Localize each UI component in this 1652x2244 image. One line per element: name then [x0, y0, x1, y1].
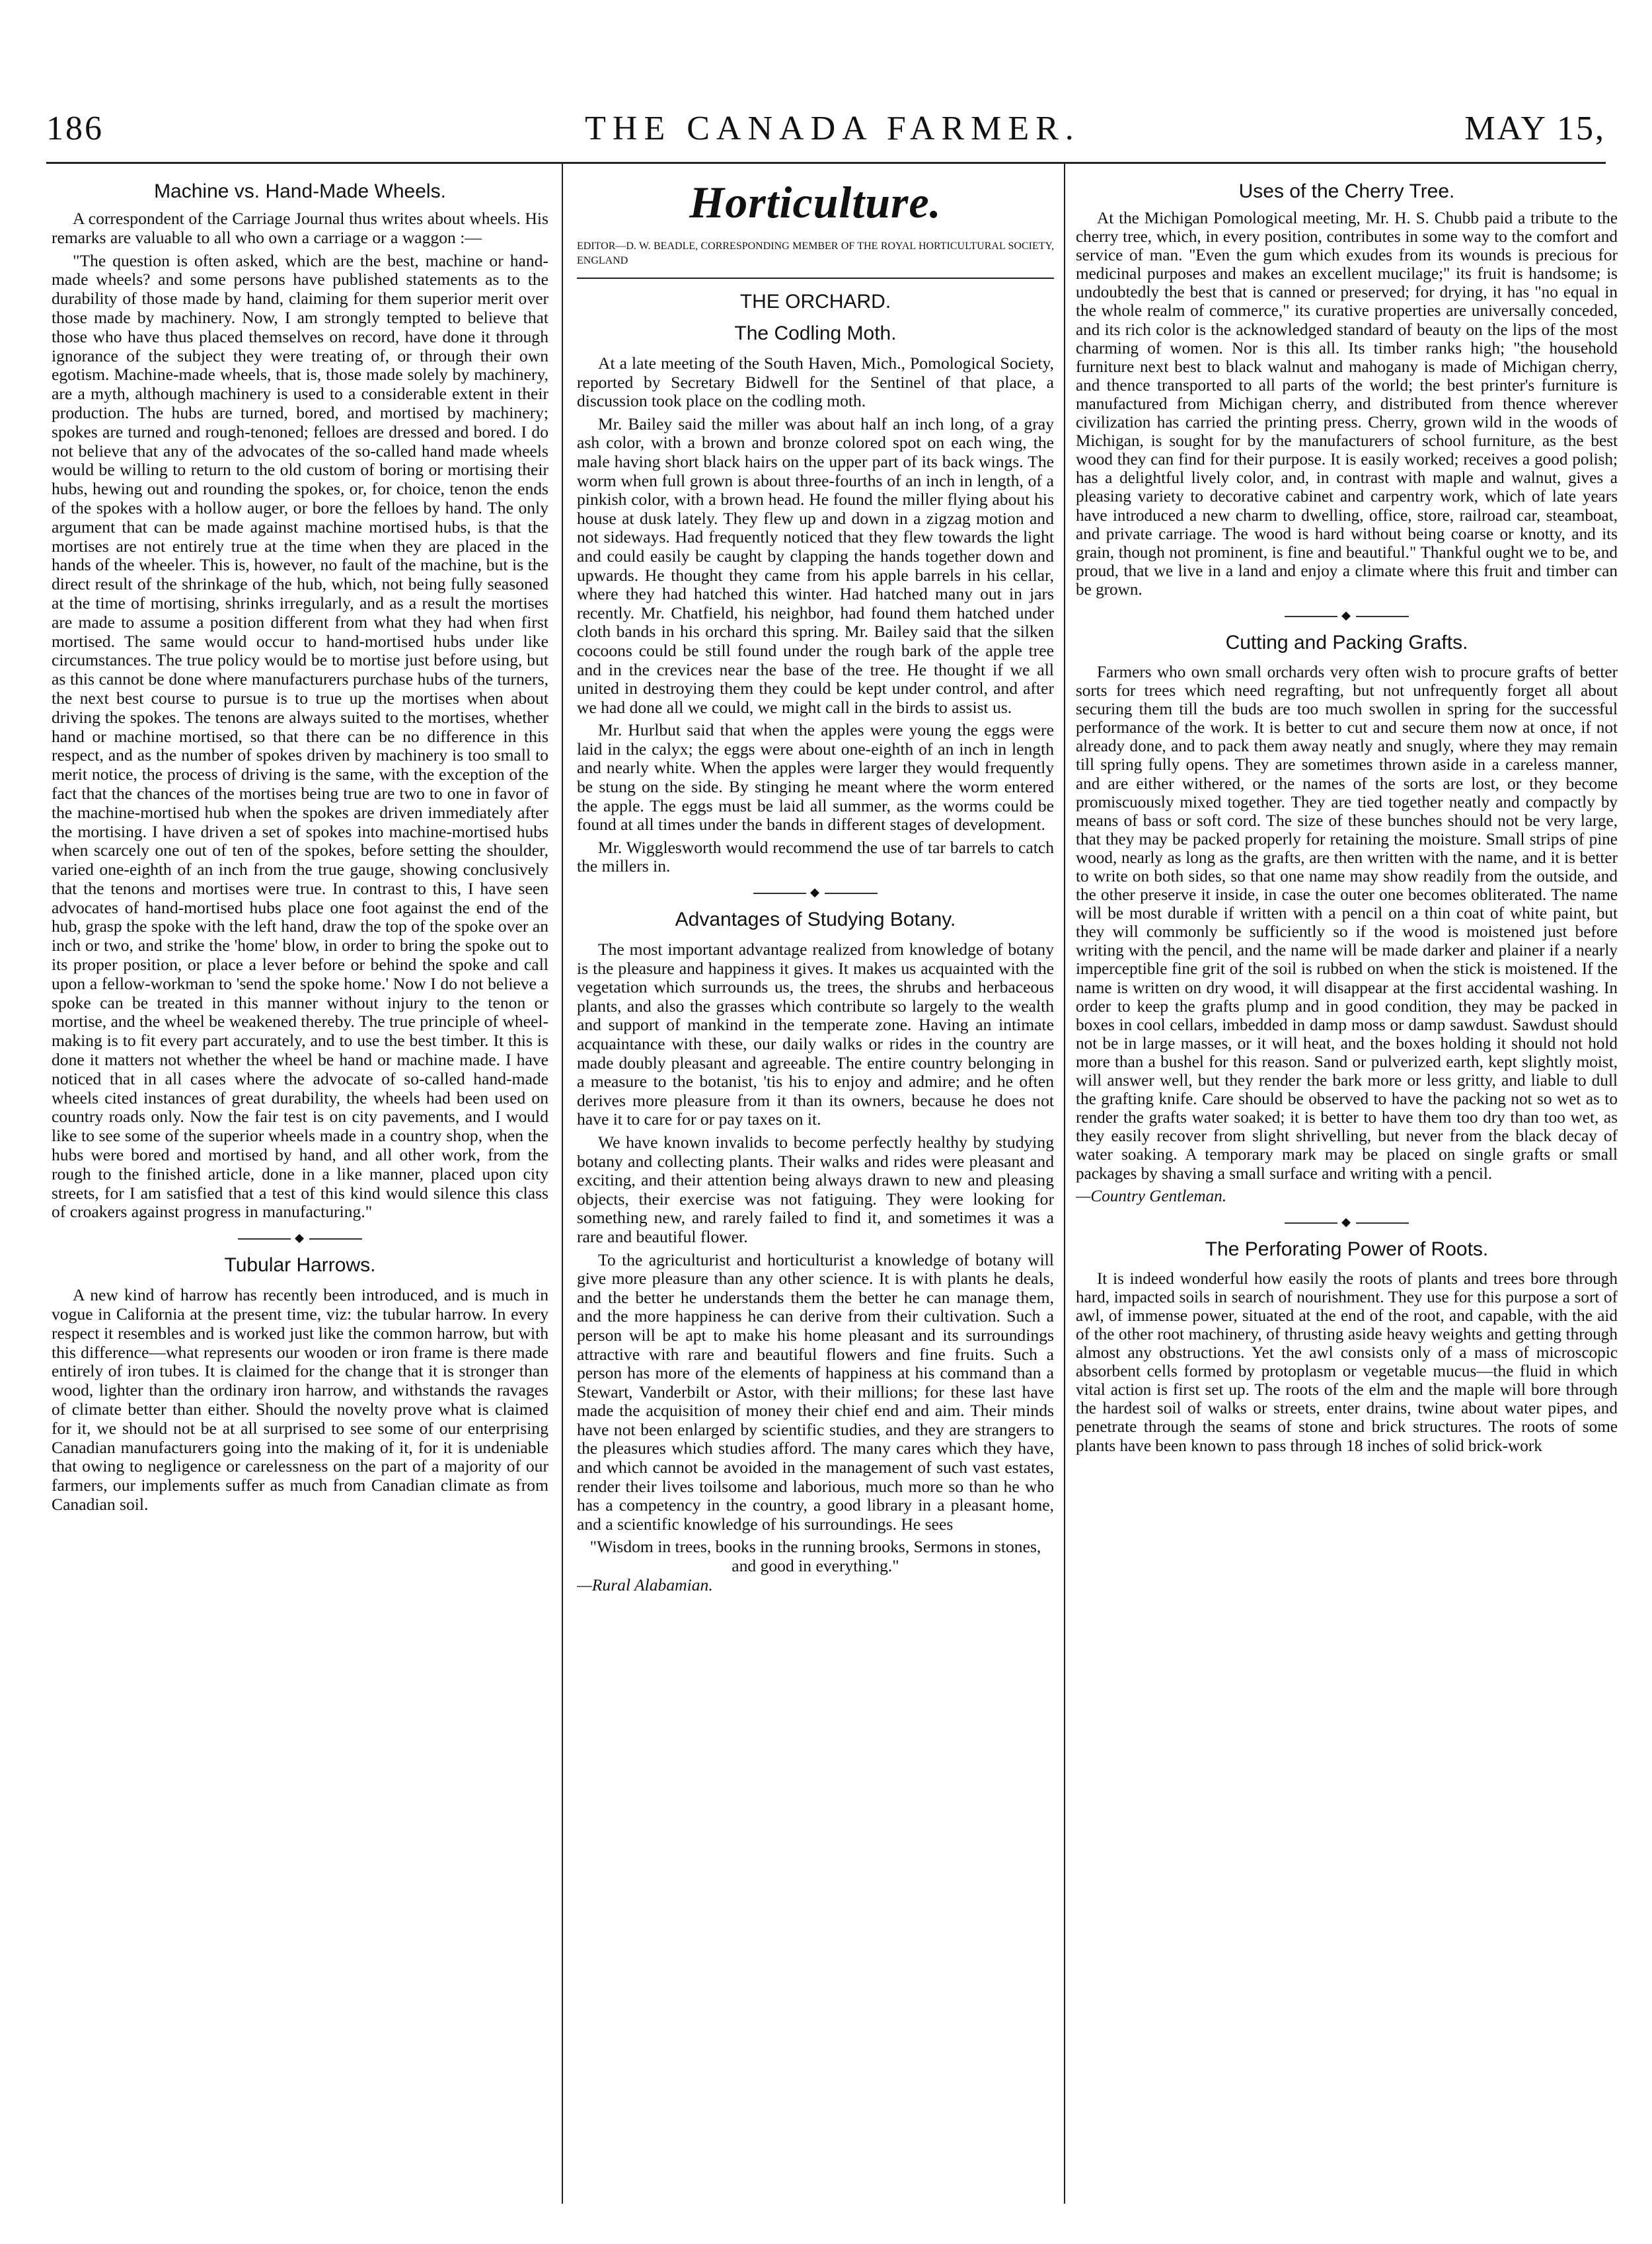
article-title: Advantages of Studying Botany.	[675, 909, 956, 931]
section-heading: THE ORCHARD.	[739, 291, 891, 313]
column-left	[52, 168, 548, 2244]
section-divider-ornament: ◆	[577, 885, 1054, 899]
issue-date: MAY 15,	[1464, 110, 1606, 147]
article-roots	[1076, 1238, 1618, 1456]
article-title: Uses of the Cherry Tree.	[1238, 180, 1455, 202]
article-title: Cutting and Packing Grafts.	[1225, 631, 1468, 654]
newspaper-title: THE CANADA FARMER.	[585, 110, 1080, 147]
article-paragraph: It is indeed wonderful how easily the roots of plants and trees bore through hard, impacted soils in search of nourishment. They use for this purpose a sort of awl, of immense power, situated at the end of the root, and capable, with the aid of the other root machinery, of thrusting aside heavy weights and getting through almost any obstructions. Yet the awl consists only of a mass of microscopic absorbent cells formed by protoplasm or vegetable mucus—the fluid in which vital action is first set up. The roots of the elm and the maple will bore through the hardest soil of walks or streets, enter drains, twine about water pipes, and penetrate through the seams of stone and brick structures. The roots of some plants have been known to pass through 18 inches of solid brick-work	[1076, 1269, 1618, 1455]
verse-quote: "Wisdom in trees, books in the running brooks, Sermons in stones, and good in everything."	[589, 1537, 1041, 1576]
article-paragraph: At the Michigan Pomological meeting, Mr. H. S. Chubb paid a tribute to the cherry tree, which, in every position, contributes in some way to the comfort and service of man. "Even the gum which exudes from its wounds is precious for medicinal purposes and makes an excellent mucilage;" its fruit is handsome; is undoubtedly the best that is canned or preserved; for drying, it has "no equal in the whole realm of commerce," its curative properties are universally conceded, and its rich color is the acknowledged standard of beauty on the lips of the most charming of women. Nor is this all. Its timber ranks high; "the household furniture next best to black walnut and mahogany is made of Michigan cherry, and thence transported to all parts of the world; the best printer's furniture is manufactured from Michigan cherry, and distributed from thence wherever civilization has carried the printing press. Cherry, grown wild in the woods of Michigan, is sought for by the manufacturers of school furniture, as the best wood they can find for their purpose. It is easily worked; receives a good polish; has a delightful lively color, and, in contrast with maple and walnut, gives a pleasing variety to decorative cabinet and carpentry work, which of late years have introduced a new charm to dwelling, office, store, railroad car, steamboat, and private carriage. The wood is hard without being coarse or knotty, and its grain, though not prominent, is fine and beautiful." Thankful ought we to be, and proud, that we live in a land and enjoy a climate where this fruit and timber can be grown.	[1076, 209, 1618, 599]
article-paragraph: To the agriculturist and horticulturist a knowledge of botany will give more pleasure than any other science. It is with plants he deals, and the better he understands them the better he can manage them, and the more happiness he can derive from their cultivation. Such a person will be apt to make his home pleasant and its surroundings attractive with rare and beautiful flowers and fine fruits. Such a person has more of the elements of happiness at his command than a Stewart, Vanderbilt or Astor, with their millions; for these last have made the acquisition of money their chief end and aim. Their minds have not been enlarged by scientific studies, and they are strangers to the pleasures which studies afford. The many cares which they have, and which cannot be avoided in the management of such vast estates, render their lives toilsome and laborious, much more so than he who has a competency in the country, a good library in a pleasant home, and a scientific knowledge of his surroundings. He sees	[577, 1250, 1054, 1534]
article-paragraph: At a late meeting of the South Haven, Mich., Pomological Society, reported by Secretary Bidwell for the Sentinel of that place, a discussion took place on the codling moth.	[577, 354, 1054, 411]
article-codling-moth	[577, 322, 1054, 876]
article-harrows	[52, 1254, 548, 1515]
article-title: Machine vs. Hand-Made Wheels.	[154, 180, 446, 202]
editor-line: EDITOR—D. W. BEADLE, CORRESPONDING MEMBER OF THE ROYAL HORTICULTURAL SOCIETY, ENGLAND	[577, 241, 1054, 266]
page-number: 186	[46, 110, 104, 147]
department-title: Horticulture.	[689, 177, 942, 227]
article-paragraph: We have known invalids to become perfectly healthy by studying botany and collecting plants. Their walks and rides were pleasant and exciting, and their attention being always drawn to new and pleasing objects, their exercise was not fatiguing. They were looking for something new, and rarely failed to find it, and sometimes it was a rare and beautiful flower.	[577, 1132, 1054, 1246]
article-paragraph: "The question is often asked, which are the best, machine or hand-made wheels? and some persons have published statements as to the durability of those made by hand, claiming for them superior merit over those made by machinery. Now, I am strongly tempted to believe that those who have thus placed themselves on record, have done it through ignorance of the subject they were treating of, or through their own egotism. Machine-made wheels, that is, those made solely by machinery, are a myth, although machinery is used to a considerable extent in their production. The hubs are turned, bored, and mortised by machinery; spokes are turned and rough-tenoned; felloes are dressed and bored. I do not believe that any of the advocates of the so-called hand made wheels would be willing to return to the old custom of boring or mortising their hubs, hewing out and rounding the spokes, or, for choice, tenon the ends of the spokes with a hollow auger, or bore the felloes by hand. The only argument that can be made against machine mortised hubs, is that the mortises are not entirely true at the time when they are placed in the hands of the wheeler. This is, however, no fault of the machine, but is the direct result of the shrinkage of the hub, which, not being fully seasoned at the time of mortising, shrinks irregularly, and as a result the mortises are made to assume a position different from what they had when first mortised. The same would occur to hand-mortised hubs under like circumstances. The true policy would be to mortise just before using, but as this cannot be done where manufacturers purchase hubs of the turners, the next best course to pursue is to true up the mortises when about driving the spokes. The tenons are always suited to the mortises, whether hand or machine mortised, so that there can be no difference in this respect, and as the number of spokes driven by machinery is too small to merit notice, the process of driving is the same, with the exception of the fact that the chances of the mortises being true are two to one in favor of the machine-mortised hub when the spokes are driven immediately after the mortising. I have driven a set of spokes into machine-mortised hubs when scarcely one out of ten of the spokes, before setting the shoulder, varied one-eighth of an inch from the true gauge, showing conclusively that the tenons and mortises were true. In contrast to this, I have seen advocates of hand-mortised hubs place one foot against the end of the hub, grasp the spoke with the left hand, draw the top of the spoke over an inch or two, and strike the 'home' blow, in order to bring the spoke out to its proper position, or place a lever before or behind the spoke and call upon a fellow-workman to 'send the spoke home.' Now I do not believe a spoke can be treated in this manner without injury to the tenon or mortise, and the wheel be weakened thereby. The true principle of wheel-making is to fit every part accurately, and to use the best timber. It this is done it matters not whether the wheel be hand or machine made. I have noticed that in all cases where the advocate of so-called hand-made wheels cited instances of great durability, the wheels had been used on country roads only. Now the fair test is on city pavements, and I would like to see some of the superior wheels made in a country shop, when the hubs were bored and mortised by hand, and all other work, from the rough to the finished article, done in a like manner, placed upon city streets, for I am satisfied that a test of this kind would silence this class of croakers against progress in manufacturing."	[52, 250, 548, 1222]
article-cherry-tree	[1076, 180, 1618, 599]
section-divider-ornament: ◆	[52, 1231, 548, 1245]
article-title: The Perforating Power of Roots.	[1205, 1238, 1489, 1260]
column-middle	[577, 168, 1054, 2244]
article-grafts	[1076, 632, 1618, 1206]
section-divider-ornament: ◆	[1076, 1215, 1618, 1229]
header-rule	[46, 162, 1606, 164]
article-paragraph: Mr. Wigglesworth would recommend the use of tar barrels to catch the millers in.	[577, 837, 1054, 876]
column-divider	[562, 162, 563, 2204]
section-rule	[577, 278, 1054, 279]
article-title: The Codling Moth.	[734, 322, 897, 344]
article-paragraph: The most important advantage realized from knowledge of botany is the pleasure and happiness it gives. It makes us acquainted with the vegetation which surrounds us, the trees, the shrubs and herbaceous plants, and also the grasses which contribute so largely to the wealth and support of mankind in the temperate zone. Having an intimate acquaintance with these, our daily walks or rides in the country are made doubly pleasant and agreeable. The entire country belonging in a measure to the botanist, 'tis his to enjoy and admire; and he often derives more pleasure from it than its owners, because he does not have it to care for or pay taxes on it.	[577, 940, 1054, 1129]
article-paragraph: Mr. Hurlbut said that when the apples were young the eggs were laid in the calyx; the eggs were about one-eighth of an inch in length and nearly white. When the apples were larger they would frequently be stung on the side. By stinging he meant where the worm entered the apple. The eggs must be laid all summer, as the worms could be found at all times under the bands in different stages of development.	[577, 720, 1054, 835]
article-paragraph: A new kind of harrow has recently been introduced, and is much in vogue in California at the present time, viz: the tubular harrow. In every respect it resembles and is worked just like the common harrow, but with this difference—what represents our wooden or iron frame is there made entirely of iron tubes. It is claimed for the change that it is stronger than wood, lighter than the ordinary iron harrow, and withstands the ravages of climate better than either. Should the novelty prove what is claimed for it, we should not be at all surprised to see some of our enterprising Canadian manufacturers going into the making of it, for it is undeniable that owing to negligence or carelessness on the part of a majority of our farmers, our implements suffer as much from Canadian climate as from Canadian soil.	[52, 1285, 548, 1514]
article-paragraph: Farmers who own small orchards very often wish to procure grafts of better sorts for trees which need regrafting, but not unfrequently forget all about securing them till the buds are too much swollen in spring for the successful performance of the work. It is better to cut and secure them now at once, if not already done, and to pack them away neatly and snugly, where they may remain till spring fully opens. They are sometimes thrown aside in a careless manner, and are either withered, or the names of the sorts are lost, or they become promiscuously mixed together. They are tied together neatly and compactly by means of bass or soft cord. The size of these bunches should not be very large, that they may be packed properly for retaining the moisture. Small strips of pine wood, nearly as long as the grafts, are then written with the name, and it is better to write on both sides, so that one name may show readily from the outside, and the other preserve it inside, in case the outer one becomes obliterated. The name will be most durable if written with a pencil on a thin coat of white paint, but they will commonly be sufficiently so if the wood is moistened just before writing with the pencil, and the name will be made darker and plainer if a nearly imperceptible fine grit of the soil is rubbed on when the stick is moistened. If the name is written on dry wood, it will disappear at the first accidental washing. In order to keep the grafts plump and in good condition, they may be packed in boxes in cool cellars, imbedded in damp moss or damp sawdust. Sawdust should not be in large masses, or it will heat, and the boxes holding it should not hold more than a bushel for this reason. Sand or pulverized earth, kept slightly moist, will answer well, but they render the bark more or less gritty, and liable to dull the grafting knife. Care should be observed to have the packing not so wet as to render the grafts water soaked; it is better to have them too dry than too wet, as they easily recover from slight shrivelling, but never from the black decay of water soaking. A temporary mark may be placed on single grafts or small packages by shaving a small surface and writing with a pencil.	[1076, 663, 1618, 1183]
article-signature: —Rural Alabamian.	[577, 1575, 713, 1594]
section-divider-ornament: ◆	[1076, 609, 1618, 622]
article-wheels	[52, 180, 548, 1222]
article-title: Tubular Harrows.	[224, 1254, 376, 1277]
article-signature: —Country Gentleman.	[1076, 1187, 1227, 1205]
column-right	[1076, 168, 1618, 2244]
column-divider	[1064, 162, 1065, 2204]
article-botany	[577, 909, 1054, 1594]
page-header	[0, 0, 1652, 145]
article-paragraph: Mr. Bailey said the miller was about half an inch long, of a gray ash color, with a brown and bronze colored spot on each wing, the male having short black hairs on the upper part of its back wings. The worm when full grown is about three-fourths of an inch in length, of a pinkish color, with a brown head. He found the miller flying about his house at dusk lately. They flew up and down in a zigzag motion and not sideways. Had frequently noticed that they flew towards the light and could easily be caught by clapping the hands together down and upwards. He thought they came from his apple barrels in his cellar, where they had hatched this winter. Had hatched many out in jars recently. Mr. Chatfield, his neighbor, had found them hatched under cloth bands in his orchard this spring. Mr. Bailey said that the silken cocoons could be still found under the rough bark of the apple tree and in the crevices near the base of the tree. He thought if we all united in destroying them they could be kept under control, and after we had done all we could, we might call in the birds to assist us.	[577, 414, 1054, 717]
article-paragraph: A correspondent of the Carriage Journal thus writes about wheels. His remarks are valuable to all who own a carriage or a waggon :—	[52, 209, 548, 247]
